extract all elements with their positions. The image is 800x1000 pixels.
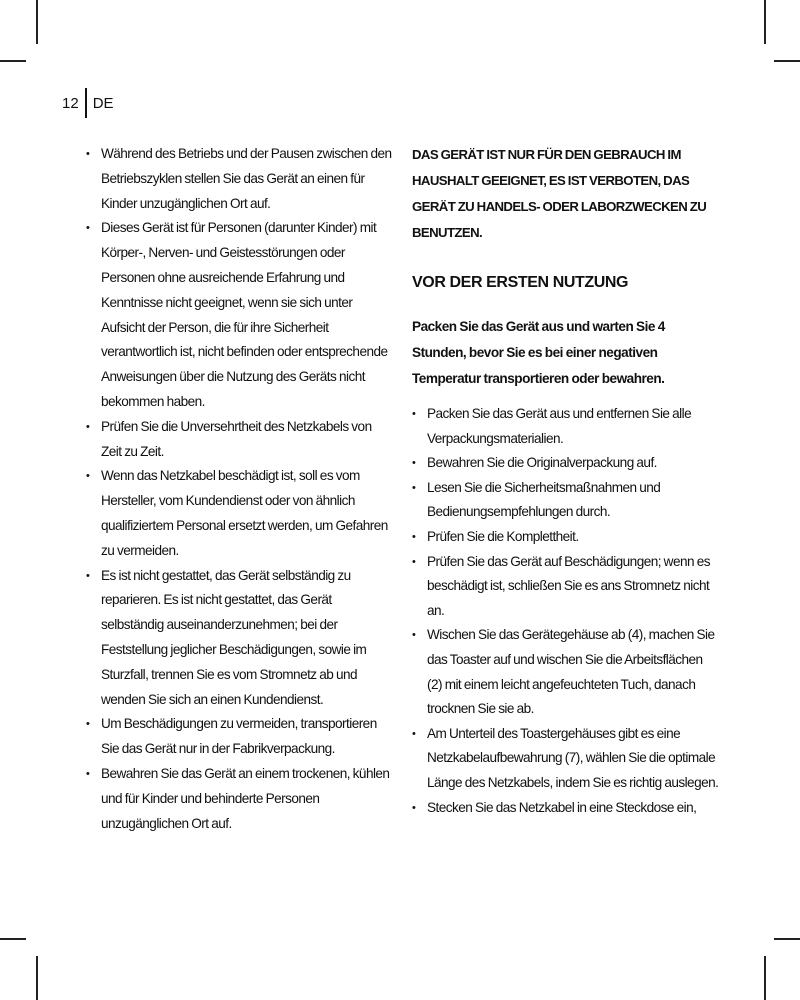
crop-mark-bottom-right-v [764,956,766,1000]
list-item: • Wischen Sie das Gerätegehäuse ab (4), machen Sie das Toaster auf und wischen Sie die Arbeitsflächen (2) mit einem leicht angefeuchteten Tuch, danach trocknen Sie sie ab. [412,623,720,721]
right-column [412,142,720,820]
list-item: • Um Beschädigungen zu vermeiden, transportieren Sie das Gerät nur in der Fabrikverpackung. [86,712,392,762]
list-item: • Prüfen Sie die Unversehrtheit des Netzkabels von Zeit zu Zeit. [86,415,392,465]
language-code: DE [92,94,114,112]
section-title: VOR DER ERSTEN NUTZUNG [412,274,629,291]
first-use-list [412,402,720,820]
list-item: • Bewahren Sie das Gerät an einem trockenen, kühlen und für Kinder und behinderte Personen unzugänglichen Ort auf. [86,762,392,836]
crop-mark-bottom-left-h [0,938,26,940]
page-header [62,88,114,118]
crop-mark-top-right-v [764,0,766,44]
safety-list [86,142,392,836]
crop-mark-bottom-right-h [774,938,800,940]
crop-mark-top-right-h [774,60,800,62]
household-use-warning: DAS GERÄT IST NUR FÜR DEN GEBRAUCH IM HAUSHALT GEEIGNET, ES IST VERBOTEN, DAS GERÄT ZU HANDELS- ODER LABORZWECKEN ZU BENUTZEN. [412,147,707,240]
crop-mark-bottom-left-v [36,956,38,1000]
list-item: • Packen Sie das Gerät aus und entfernen Sie alle Verpackungsmaterialien. [412,402,720,451]
left-column [86,142,392,836]
list-item: • Prüfen Sie die Komplettheit. [412,525,720,550]
list-item: • Am Unterteil des Toastergehäuses gibt es eine Netzkabelaufbewahrung (7), wählen Sie die optimale Länge des Netzkabels, indem Sie es richtig auslegen. [412,722,720,796]
header-divider [85,88,87,118]
page-number: 12 [62,94,79,112]
list-item: • Während des Betriebs und der Pausen zwischen den Betriebszyklen stellen Sie das Gerät an einen für Kinder unzugänglichen Ort auf. [86,142,392,216]
list-item: • Bewahren Sie die Originalverpackung auf. [412,451,720,476]
list-item: • Lesen Sie die Sicherheitsmaßnahmen und Bedienungsempfehlungen durch. [412,476,720,525]
list-item: • Prüfen Sie das Gerät auf Beschädigungen; wenn es beschädigt ist, schließen Sie es ans Stromnetz nicht an. [412,550,720,624]
section-intro: Packen Sie das Gerät aus und warten Sie 4 Stunden, bevor Sie es bei einer negativen Temperatur transportieren oder bewahren. [412,319,665,386]
crop-mark-top-left-v [36,0,38,44]
list-item: • Dieses Gerät ist für Personen (darunter Kinder) mit Körper-, Nerven- und Geistesstörungen oder Personen ohne ausreichende Erfahrung und Kenntnisse nicht geeignet, wenn sie sich unter Aufsicht der Person, die für ihre Sicherheit verantwortlich ist, nicht befinden oder entsprechende Anweisungen über die Nutzung des Geräts nicht bekommen haben. [86,216,392,414]
list-item: • Wenn das Netzkabel beschädigt ist, soll es vom Hersteller, vom Kundendienst oder von ähnlich qualifiziertem Personal ersetzt werden, um Gefahren zu vermeiden. [86,464,392,563]
crop-mark-top-left-h [0,60,26,62]
list-item: • Stecken Sie das Netzkabel in eine Steckdose ein, [412,796,720,821]
list-item: • Es ist nicht gestattet, das Gerät selbständig zu reparieren. Es ist nicht gestattet, das Gerät selbständig auseinanderzunehmen; bei der Feststellung jeglicher Beschädigungen, sowie im Sturzfall, trennen Sie es vom Stromnetz ab und wenden Sie sich an einen Kundendienst. [86,564,392,713]
